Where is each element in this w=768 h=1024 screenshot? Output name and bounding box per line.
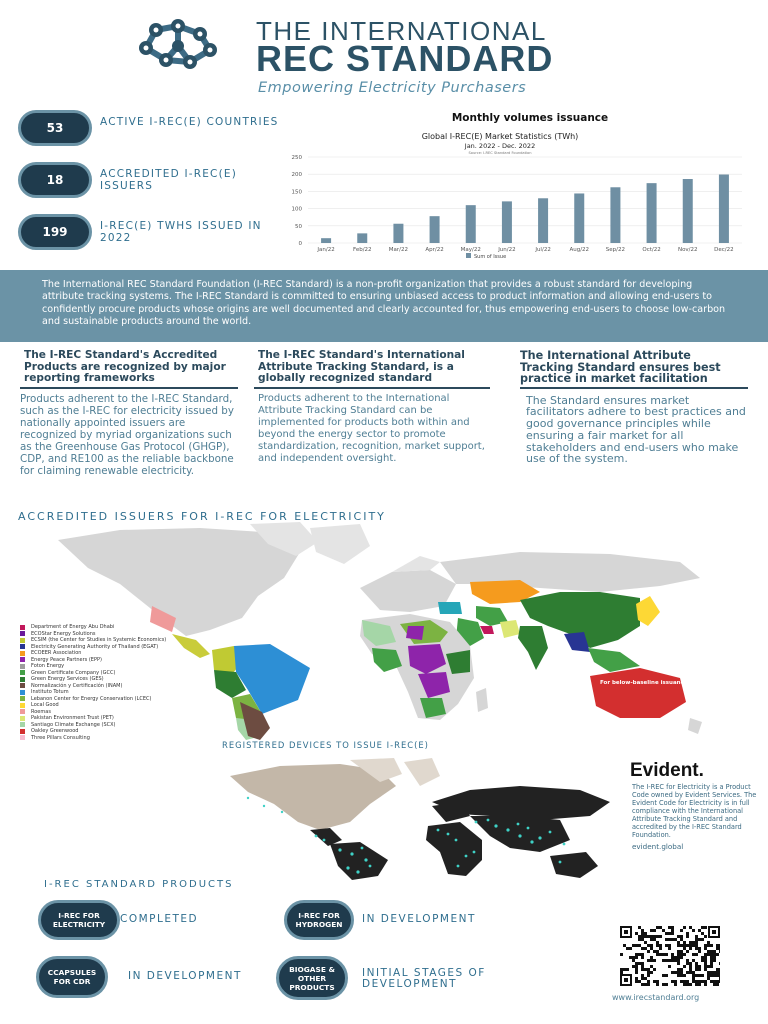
legend-label: Roemas <box>31 708 51 715</box>
chart-legend-label: Sum of Issue <box>474 254 507 260</box>
stat-label-issuers: ACCREDITED I-REC(E) ISSUERS <box>100 168 238 192</box>
legend-swatch <box>20 729 25 734</box>
chart-bar <box>466 205 476 243</box>
legend-label: Lebanon Center for Energy Conservation (LCEC) <box>31 695 152 702</box>
legend-label: Green Certificate Company (GCC) <box>31 669 116 676</box>
legend-swatch <box>20 722 25 727</box>
chart-bar <box>647 183 657 243</box>
chart-svg <box>280 108 750 268</box>
column-1-body: Products adherent to the I-REC Standard, such as the I-REC for electricity issued by nationally appointed issuers are recognized by myriad organizations such as the Greenhouse Gas Protocol (GHGP), CDP, and RE100 as the reliable backbone for claiming renewable electricity. <box>20 392 234 477</box>
chart-x-tick-label: Jul/22 <box>535 247 551 253</box>
chart-x-tick-label: Dec/22 <box>714 247 734 253</box>
chart-subtitle: Jan. 2022 - Dec. 2022 <box>464 142 536 150</box>
legend-item <box>20 644 180 650</box>
product-status-electricity: COMPLETED <box>120 913 199 925</box>
chart-bar <box>321 238 331 243</box>
legend-swatch <box>20 716 25 721</box>
qr-code-icon <box>620 926 720 986</box>
chart-title: Global I-REC(E) Market Statistics (TWh) <box>421 132 579 141</box>
legend-item <box>20 637 180 643</box>
column-3-heading: The International Attribute Tracking Standard ensures best practice in market facilitation <box>520 350 748 389</box>
stat-badge-twhs: 199 <box>18 214 92 250</box>
chart-y-tick-label: 150 <box>291 189 302 196</box>
column-2-body: Products adherent to the International Attribute Tracking Standard can be implemented for products both within and beyond the energy sector to promote standardization, recognition, market support, and independent oversight. <box>258 392 485 464</box>
stat-label-twhs: I-REC(E) TWHS ISSUED IN 2022 <box>100 220 262 244</box>
legend-item <box>20 676 180 682</box>
legend-label: Santiago Climate Exchange (SCX) <box>31 721 116 728</box>
legend-item <box>20 650 180 656</box>
legend-label: ECOEER Association <box>31 650 82 656</box>
chart-bar <box>502 201 512 243</box>
legend-label: Pakistan Environment Trust (PET) <box>31 715 114 721</box>
title-line-2: REC STANDARD <box>256 38 554 79</box>
issuers-legend <box>20 624 180 741</box>
legend-label: Department of Energy Abu Dhabi <box>31 624 115 630</box>
legend-swatch <box>20 625 25 630</box>
chart-x-tick-label: Apr/22 <box>425 247 444 253</box>
chart-x-tick-label: Aug/22 <box>569 247 590 253</box>
legend-item <box>20 728 180 734</box>
chart-x-tick-label: Jan/22 <box>317 247 335 253</box>
evident-link[interactable]: evident.global <box>632 842 684 851</box>
legend-swatch <box>20 670 25 675</box>
chart-y-tick-label: 200 <box>291 172 302 179</box>
chart-y-tick-label: 50 <box>295 223 302 230</box>
issuers-title: ACCREDITED ISSUERS FOR I-REC FOR ELECTRICITY <box>18 510 386 523</box>
legend-swatch <box>20 683 25 688</box>
legend-item <box>20 657 180 663</box>
legend-label: Oakley Greenwood <box>31 728 79 734</box>
product-status-hydrogen: IN DEVELOPMENT <box>362 913 476 925</box>
chart-bar <box>683 179 693 243</box>
products-title: I-REC STANDARD PRODUCTS <box>44 879 234 890</box>
evident-logo <box>630 760 704 782</box>
legend-label: Green Energy Services (GES) <box>31 676 104 682</box>
chart-bar <box>430 216 440 243</box>
monthly-volumes-chart <box>280 108 750 268</box>
product-badge-biogas: BIOGASE & OTHER PRODUCTS <box>276 956 348 1000</box>
title-line-1: THE INTERNATIONAL <box>256 16 547 46</box>
chart-bar <box>357 233 367 243</box>
legend-label: Foton Energy <box>31 663 65 669</box>
evident-description: The I-REC for Electricity is a Product Code owned by Evident Services. The Evident Code for Electricity is in full compliance with the International Attribute Tracking Standard and accredited by the I-REC Standard Foundation. <box>632 783 757 839</box>
column-3-body: The Standard ensures market facilitators adhere to best practices and good governance principles while ensuring a fair market for all stakeholders and end-users who make use of the system. <box>526 393 746 466</box>
chart-bar <box>610 187 620 243</box>
legend-item <box>20 696 180 702</box>
stat-badge-countries: 53 <box>18 110 92 146</box>
chart-x-tick-label: May/22 <box>460 247 481 253</box>
legend-label: ECSIM (the Center for Studies in Systemic Economics) <box>31 637 167 643</box>
product-status-ccapsules: IN DEVELOPMENT <box>128 970 242 982</box>
legend-swatch <box>20 709 25 714</box>
column-2-heading: The I-REC Standard's International Attribute Tracking Standard, is a globally recognized standard <box>254 350 490 389</box>
legend-label: Electricity Generating Authority of Thailand (EGAT) <box>31 643 159 650</box>
network-dots-logo <box>132 14 224 76</box>
legend-label: Local Good <box>31 702 59 708</box>
legend-item <box>20 722 180 728</box>
legend-label: Three Pillars Consulting <box>31 734 90 741</box>
chart-x-tick-label: Feb/22 <box>352 247 372 253</box>
legend-swatch <box>20 677 25 682</box>
legend-label: Instituto Totum <box>31 689 69 695</box>
legend-swatch <box>20 690 25 695</box>
legend-item <box>20 624 180 630</box>
chart-source: Source: I-REC Standard Foundation <box>468 151 532 155</box>
chart-x-tick-label: Oct/22 <box>642 247 661 253</box>
legend-label: Normalización y Certificación (INAM) <box>31 682 123 689</box>
chart-x-tick-label: Mar/22 <box>388 247 409 253</box>
legend-label: Energy Peace Partners (EPP) <box>31 656 102 663</box>
product-badge-electricity: I-REC FOR ELECTRICITY <box>38 900 120 940</box>
evident-logo-text: Evident <box>630 760 699 781</box>
legend-item <box>20 631 180 637</box>
chart-legend-swatch <box>466 253 471 258</box>
stat-label-countries: ACTIVE I-REC(E) COUNTRIES <box>100 116 279 128</box>
chart-y-tick-label: 250 <box>291 155 302 161</box>
chart-x-tick-label: Jun/22 <box>498 247 516 253</box>
chart-bar <box>538 198 548 243</box>
tagline: Empowering Electricity Purchasers <box>258 80 527 96</box>
legend-item <box>20 663 180 669</box>
legend-swatch <box>20 644 25 649</box>
legend-swatch <box>20 651 25 656</box>
legend-label: ECOStar Energy Solutions <box>31 630 96 637</box>
legend-swatch <box>20 664 25 669</box>
legend-swatch <box>20 657 25 662</box>
legend-item <box>20 715 180 721</box>
legend-item <box>20 689 180 695</box>
chart-bar <box>719 175 729 243</box>
legend-swatch <box>20 631 25 636</box>
legend-item <box>20 735 180 741</box>
map-annotation: For below-baseline issuance only <box>600 680 703 686</box>
devices-title: REGISTERED DEVICES TO ISSUE I-REC(E) <box>222 740 429 750</box>
chart-y-tick-label: 0 <box>298 241 302 247</box>
column-2 <box>254 350 490 465</box>
legend-swatch <box>20 696 25 701</box>
legend-swatch <box>20 703 25 708</box>
product-badge-hydrogen: I-REC FOR HYDROGEN <box>284 900 354 940</box>
chart-x-tick-label: Sep/22 <box>605 247 626 253</box>
legend-item <box>20 709 180 715</box>
chart-bar <box>393 224 403 243</box>
legend-item <box>20 683 180 689</box>
stat-badge-issuers: 18 <box>18 162 92 198</box>
chart-section-title: Monthly volumes issuance <box>451 112 609 124</box>
legend-swatch <box>20 735 25 740</box>
chart-bar <box>574 193 584 243</box>
legend-item <box>20 702 180 708</box>
column-1-heading: The I-REC Standard's Accredited Products are recognized by major reporting frameworks <box>20 350 238 389</box>
product-badge-ccapsules: CCAPSULES FOR CDR <box>36 956 108 998</box>
website-link[interactable]: www.irecstandard.org <box>612 993 700 1002</box>
product-status-biogas: INITIAL STAGES OF DEVELOPMENT <box>362 967 486 990</box>
evident-logo-dot: . <box>698 760 704 781</box>
column-1 <box>20 350 238 477</box>
column-3 <box>520 350 748 465</box>
chart-x-tick-label: Nov/22 <box>677 247 698 253</box>
legend-item <box>20 670 180 676</box>
legend-swatch <box>20 638 25 643</box>
devices-world-map <box>220 756 620 880</box>
chart-y-tick-label: 100 <box>291 206 302 213</box>
about-banner: The International REC Standard Foundation (I-REC Standard) is a non-profit organization that provides a robust standard for developing attribute tracking systems. The I-REC Standard is committed to ensuring unbiased access to product information and allowing end-users to confidently procure products whose origins are well documented and clearly accounted for, thus empowering end-users to choose low-carbon and sustainable products around the world. <box>0 270 768 342</box>
